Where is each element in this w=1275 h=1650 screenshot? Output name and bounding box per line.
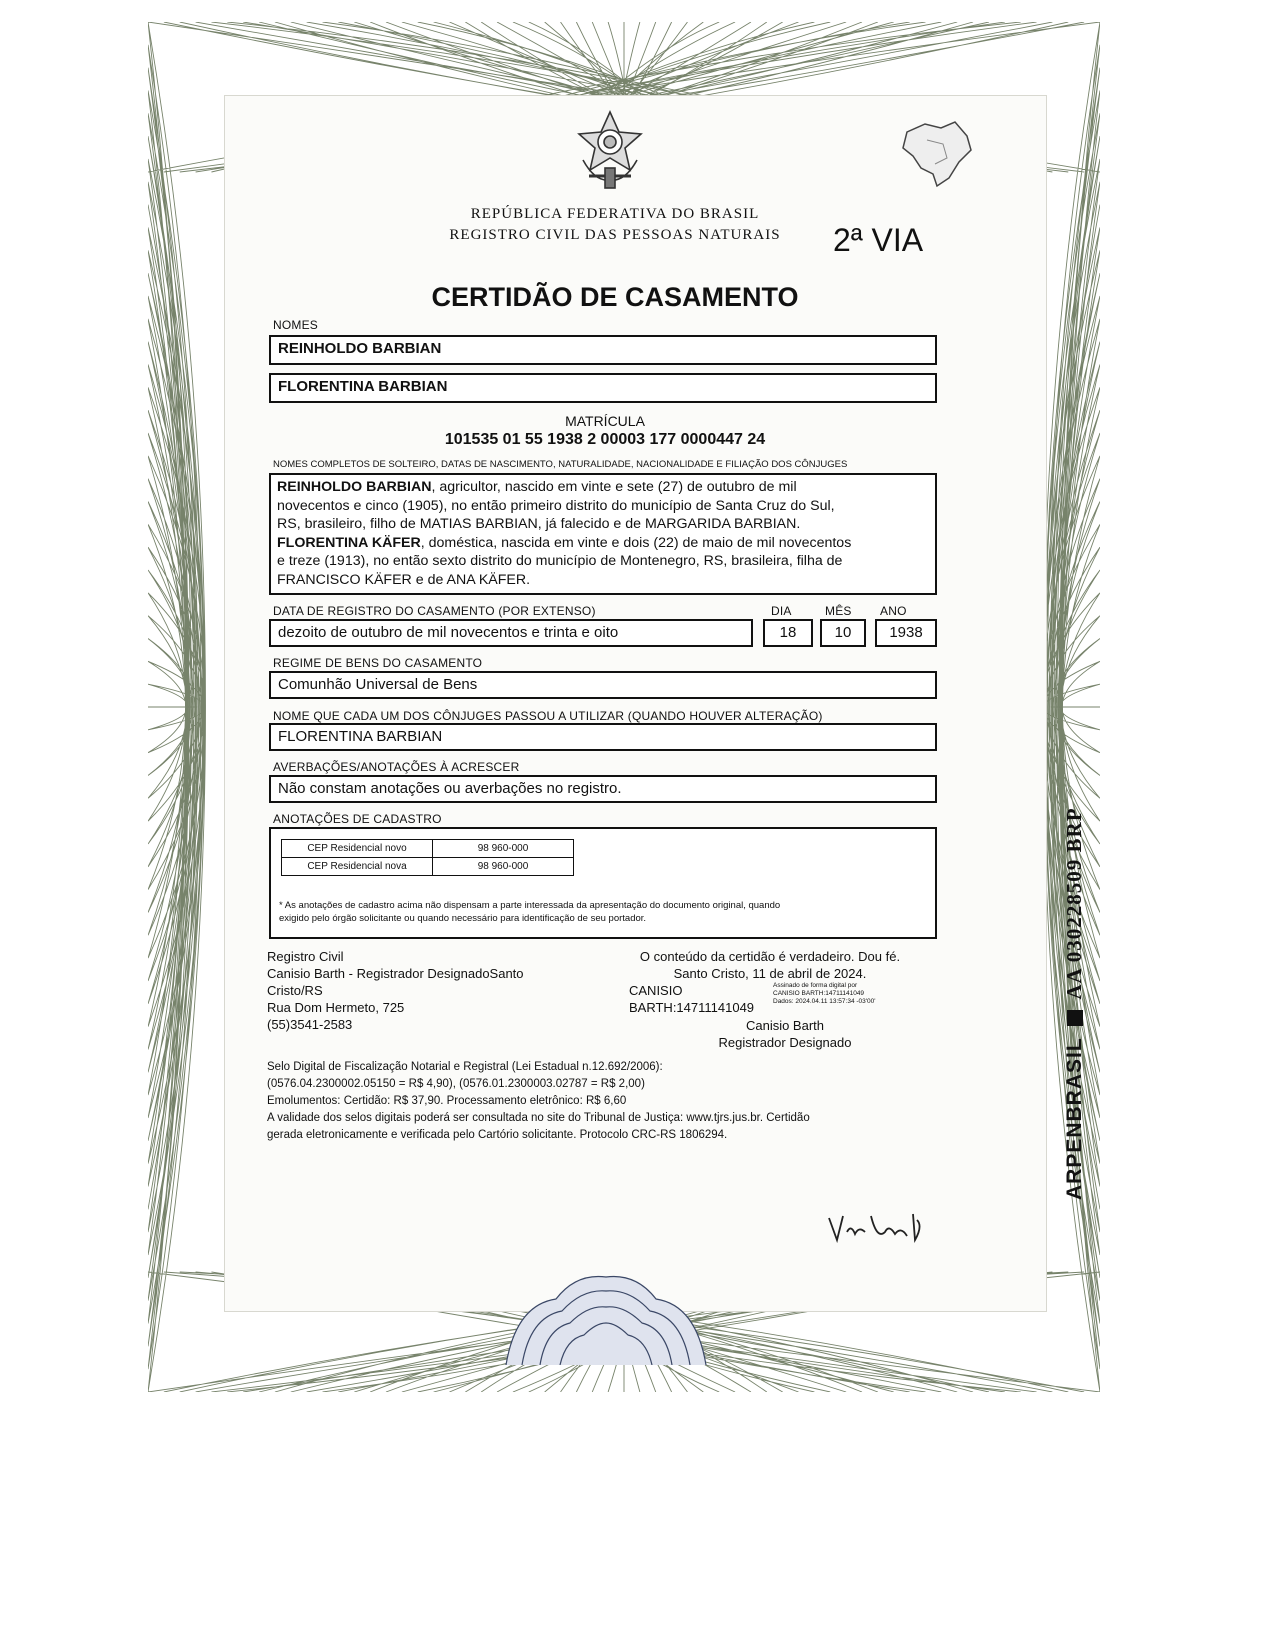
signature-detail2: CANISIO BARTH:14711141049 [773, 990, 865, 997]
data-registro-label: DATA DE REGISTRO DO CASAMENTO (POR EXTENSO) [273, 604, 596, 618]
cartorio-line1: Registro Civil [267, 949, 344, 964]
arpen-label: ARPENBRASIL [1063, 1037, 1086, 1200]
brazil-coat-of-arms-icon [575, 110, 645, 194]
spouse1-name: REINHOLDO BARBIAN [269, 335, 937, 365]
digital-signature-name [629, 982, 754, 1016]
cartorio-line5: (55)3541-2583 [267, 1017, 353, 1032]
spouse1-line2: novecentos e cinco (1905), no então primeiro distrito do município de Santa Cruz do Sul, [277, 497, 835, 514]
cadastro-value: 98 960-000 [433, 858, 574, 876]
ano-label: ANO [880, 604, 907, 618]
cartorio-line4: Rua Dom Hermeto, 725 [267, 1000, 405, 1015]
security-strip [1062, 807, 1087, 1200]
cadastro-key: CEP Residencial novo [282, 840, 433, 858]
brazil-map-icon [897, 118, 975, 190]
cadastro-label: ANOTAÇÕES DE CADASTRO [273, 812, 442, 826]
header-line2: REGISTRO CIVIL DAS PESSOAS NATURAIS [449, 227, 781, 243]
digital-signature-details [773, 982, 875, 1006]
regime-label: REGIME DE BENS DO CASAMENTO [273, 656, 483, 670]
selo-digital [267, 1059, 810, 1144]
cartorio-line3: Cristo/RS [267, 983, 323, 998]
spouse2-name: FLORENTINA BARBIAN [269, 373, 937, 403]
fe-line2: Santo Cristo, 11 de abril de 2024. [673, 966, 867, 981]
averbacoes-value: Não constam anotações ou averbações no registro. [269, 775, 937, 803]
watermark-seal-icon [496, 1265, 716, 1365]
spouse2-line3: FRANCISCO KÄFER e de ANA KÄFER. [277, 571, 531, 588]
dia-label: DIA [771, 604, 792, 618]
ano-value: 1938 [875, 619, 937, 647]
handwritten-initials [825, 1206, 935, 1248]
signature-name1: CANISIO [629, 983, 683, 998]
arpen-logo-icon [1067, 1010, 1083, 1026]
averbacoes-label: AVERBAÇÕES/ANOTAÇÕES À ACRESCER [273, 760, 520, 774]
registrar-block [665, 1017, 905, 1051]
cadastro-note-2: exigido pelo órgão solicitante ou quando necessário para identificação de seu portador. [279, 913, 647, 924]
spouse1-line3: RS, brasileiro, filho de MATIAS BARBIAN, já falecido e de MARGARIDA BARBIAN. [277, 516, 801, 532]
data-extenso: dezoito de outubro de mil novecentos e trinta e oito [269, 619, 753, 647]
regime-value: Comunhão Universal de Bens [269, 671, 937, 699]
selo-line2: (0576.04.2300002.05150 = R$ 4,90), (0576.01.2300003.02787 = R$ 2,00) [267, 1078, 645, 1090]
header-republic [425, 204, 805, 246]
serial-number: AA 030228509 BRP [1062, 807, 1086, 1000]
header-line1: REPÚBLICA FEDERATIVA DO BRASIL [470, 206, 760, 222]
fe-statement [605, 948, 935, 982]
cadastro-box [269, 827, 937, 939]
matricula-value: 101535 01 55 1938 2 00003 177 0000447 24 [444, 431, 766, 448]
matricula-label: MATRÍCULA [565, 413, 645, 429]
cadastro-value: 98 960-000 [433, 840, 574, 858]
dia-value: 18 [763, 619, 813, 647]
spouse1-fullname: REINHOLDO BARBIAN [277, 479, 432, 495]
qualificacao-label: NOMES COMPLETOS DE SOLTEIRO, DATAS DE NASCIMENTO, NATURALIDADE, NACIONALIDADE E FILIAÇÃO DOS CÔNJUGES [273, 459, 848, 470]
selo-line3: Emolumentos: Certidão: R$ 37,90. Processamento eletrônico: R$ 6,60 [267, 1095, 627, 1107]
spouse2-fullname: FLORENTINA KÄFER [277, 534, 421, 551]
qualificacao-box [269, 473, 937, 595]
spouse2-line1: , doméstica, nascida em vinte e dois (22) de maio de mil novecentos [420, 534, 852, 551]
cadastro-note-1: * As anotações de cadastro acima não dispensam a parte interessada da apresentação do documento original, quando [279, 900, 781, 911]
certificate-sheet [224, 95, 1047, 1312]
mes-label: MÊS [825, 604, 852, 618]
signature-name2: BARTH:14711141049 [629, 1000, 755, 1015]
mes-value: 10 [820, 619, 866, 647]
table-row [282, 858, 574, 876]
selo-line1: Selo Digital de Fiscalização Notarial e Registral (Lei Estadual n.12.692/2006): [267, 1061, 663, 1073]
table-row [282, 840, 574, 858]
cadastro-table [281, 839, 574, 876]
signature-detail3: Dados: 2024.04.11 13:57:34 -03'00' [773, 998, 876, 1005]
nome-adotado-label: NOME QUE CADA UM DOS CÔNJUGES PASSOU A UTILIZAR (QUANDO HOUVER ALTERAÇÃO) [273, 709, 823, 723]
spouse1-line1: , agricultor, nascido em vinte e sete (27) de outubro de mil [431, 479, 797, 495]
cartorio-info [267, 948, 524, 1033]
spouse2-line2: e treze (1913), no então sexto distrito do município de Montenegro, RS, brasileira, filha de [277, 553, 843, 569]
nomes-label: NOMES [273, 318, 319, 332]
cartorio-line2: Canisio Barth - Registrador DesignadoSanto [267, 966, 524, 981]
cadastro-key: CEP Residencial nova [282, 858, 433, 876]
selo-line4: A validade dos selos digitais poderá ser consultada no site do Tribunal de Justiça: www.tjrs.jus.br. Certidão [267, 1112, 810, 1124]
fe-line1: O conteúdo da certidão é verdadeiro. Dou fé. [639, 949, 901, 964]
registrar-name: Canisio Barth [745, 1018, 825, 1033]
cadastro-note [279, 899, 780, 925]
via-label: 2ª VIA [833, 222, 924, 258]
page-title: CERTIDÃO DE CASAMENTO [431, 282, 799, 312]
signature-detail1: Assinado de forma digital por [773, 982, 858, 989]
registrar-role: Registrador Designado [718, 1035, 852, 1050]
selo-line5: gerada eletronicamente e verificada pelo Cartório solicitante. Protocolo CRC-RS 1806294. [267, 1129, 728, 1141]
nome-adotado-value: FLORENTINA BARBIAN [269, 723, 937, 751]
